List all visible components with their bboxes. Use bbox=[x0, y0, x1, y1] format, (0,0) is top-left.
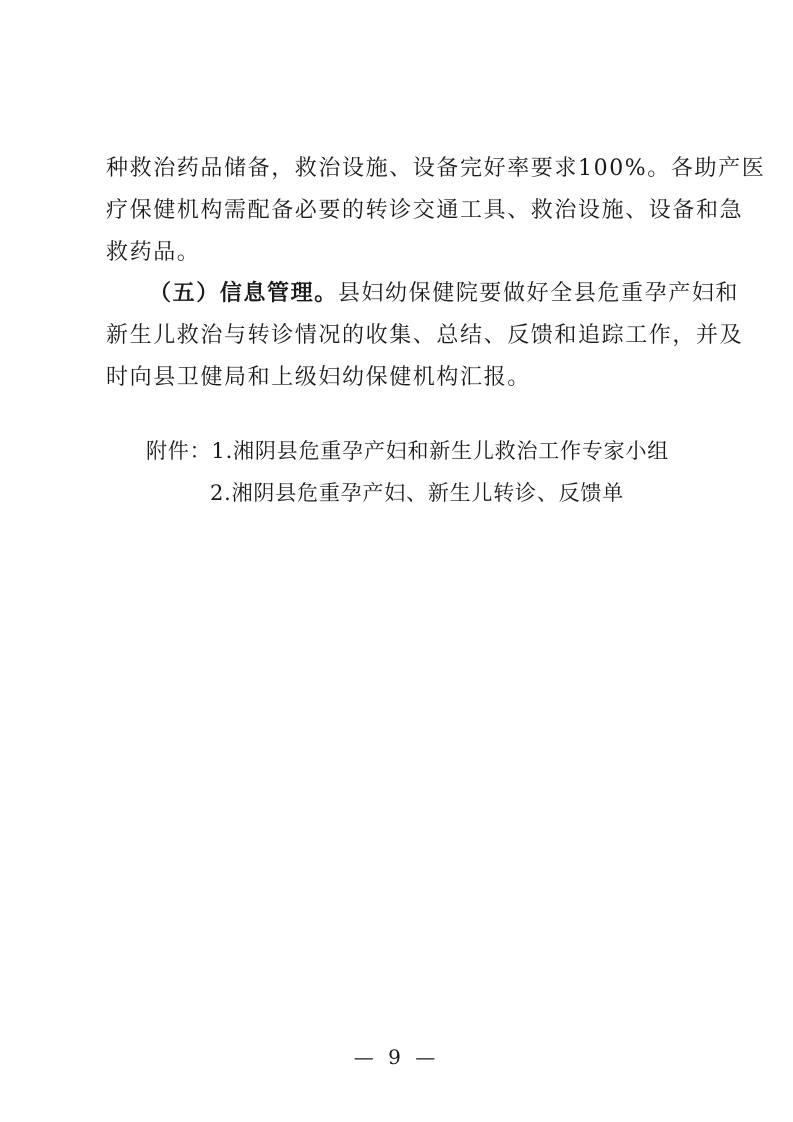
attachment-item-2: 2.湘阴县危重孕产妇、新生儿转诊、反馈单 bbox=[210, 481, 625, 505]
paragraph-line-5: 新生儿救治与转诊情况的收集、总结、反馈和追踪工作，并及 bbox=[106, 323, 744, 348]
section-5-text: 县妇幼保健院要做好全县危重孕产妇和 bbox=[337, 281, 740, 306]
paragraph-line-1: 种救治药品储备，救治设施、设备完好率要求100%。各助产医 bbox=[106, 156, 766, 181]
page-number: — 9 — bbox=[353, 1045, 440, 1069]
paragraph-line-3: 救药品。 bbox=[106, 240, 201, 265]
section-5-paragraph bbox=[149, 279, 739, 309]
paragraph-line-6: 时向县卫健局和上级妇幼保健机构汇报。 bbox=[106, 365, 531, 390]
section-5-heading: （五）信息管理。 bbox=[149, 281, 338, 306]
attachment-item-1-text: 1.湘阴县危重孕产妇和新生儿救治工作专家小组 bbox=[211, 439, 670, 463]
attachment-item-1 bbox=[146, 436, 669, 466]
attachment-label: 附件： bbox=[146, 439, 212, 463]
paragraph-line-2: 疗保健机构需配备必要的转诊交通工具、救治设施、设备和急 bbox=[106, 198, 744, 223]
